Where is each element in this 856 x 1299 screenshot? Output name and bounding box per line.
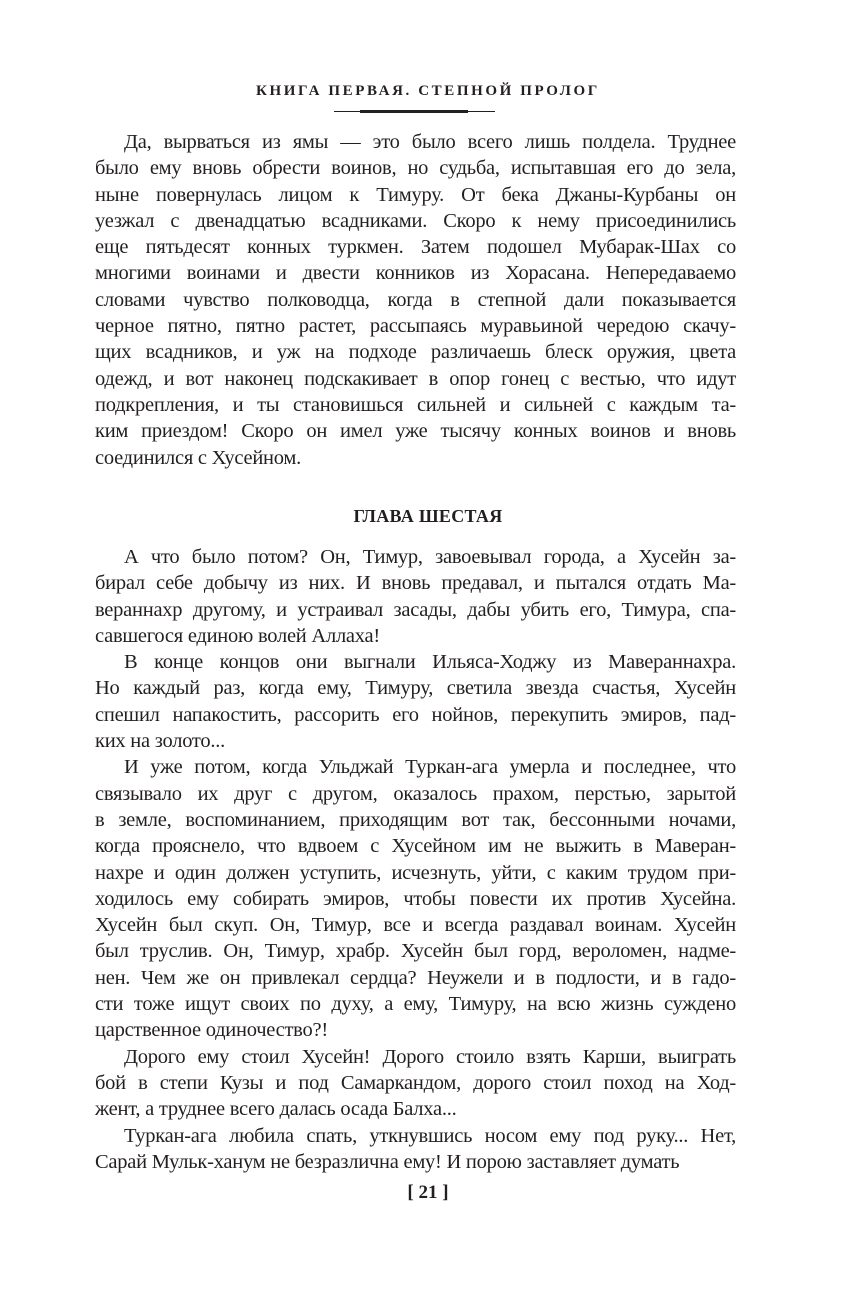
text-line: бирал себе добычу из них. И вновь предавал, и пытался отдать Ма-: [95, 572, 736, 595]
text-line: И уже потом, когда Ульджай Туркан-ага умерла и последнее, что: [124, 756, 736, 779]
page-number: [ 21 ]: [407, 1182, 449, 1203]
text-line: ких на золото...: [95, 730, 225, 753]
text-line: ныне повернулась лицом к Тимуру. От бека Джаны-Курбаны он: [95, 183, 736, 206]
text-line: Сарай Мульк-ханум не безразлична ему! И порою заставляет думать: [95, 1150, 680, 1173]
text-line: нен. Чем же он привлекал сердца? Неужели и в подлости, и в гадо-: [95, 966, 736, 989]
text-line: многими воинами и двести конников из Хорасана. Непередаваемо: [95, 262, 736, 285]
text-line: А что было потом? Он, Тимур, завоевывал города, а Хусейн за-: [124, 546, 736, 568]
text-line: было ему вновь обрести воинов, но судьба, испытавшая его до зела,: [95, 157, 736, 180]
text-line: царственное одиночество?!: [95, 1019, 328, 1042]
chapter-title: ГЛАВА ШЕСТАЯ: [353, 506, 503, 526]
body-section-1: [95, 129, 736, 471]
text-line: Но каждый раз, когда ему, Тимуру, светила звезда счастья, Хусейн: [95, 677, 736, 700]
text-line: нахре и один должен уступить, исчезнуть, уйти, с каким трудом при-: [95, 861, 736, 884]
header-rule-accent: [360, 110, 468, 113]
paragraph: [95, 1044, 736, 1123]
paragraph: [95, 129, 736, 471]
body-section-2: [95, 544, 736, 1175]
paragraph: [95, 1123, 736, 1176]
text-line: ходилось ему собирать эмиров, чтобы повести их против Хусейна.: [95, 887, 736, 910]
text-line: вераннахр другому, и устраивал засады, дабы убить его, Тимура, спа-: [95, 598, 736, 621]
text-line: спешил напакостить, рассорить его нойнов, перекупить эмиров, пад-: [95, 703, 736, 726]
paragraph: [95, 754, 736, 1043]
text-line: ким приездом! Скоро он имел уже тысячу конных воинов и вновь: [95, 420, 736, 443]
text-line: словами чувство полководца, когда в степной дали показывается: [95, 288, 736, 311]
text-line: щих всадников, и уж на подходе различаешь блеск оружия, цвета: [95, 341, 736, 364]
text-line: Туркан-ага любила спать, уткнувшись носом ему под руку... Нет,: [124, 1124, 736, 1147]
text-line: одежд, и вот наконец подскакивает в опор гонец с вестью, что идут: [95, 367, 736, 390]
paragraph: [95, 649, 736, 754]
text-line: соединился с Хусейном.: [95, 446, 301, 469]
text-line: когда прояснело, что вдвоем с Хусейном им не выжить в Маверан-: [95, 835, 736, 858]
running-head: КНИГА ПЕРВАЯ. СТЕПНОЙ ПРОЛОГ: [256, 83, 600, 99]
text-line: черное пятно, пятно растет, рассыпаясь муравьиной чередою скачу-: [95, 315, 736, 338]
text-line: сти тоже ищут своих по духу, а ему, Тимуру, на всю жизнь суждено: [95, 993, 736, 1016]
text-line: Хусейн был скуп. Он, Тимур, все и всегда раздавал воинам. Хусейн: [95, 914, 736, 937]
text-line: жент, а труднее всего далась осада Балха...: [95, 1098, 457, 1121]
text-line: в земле, воспоминанием, приходящим вот так, бессонными ночами,: [95, 808, 736, 831]
text-line: савшегося единою волей Аллаха!: [95, 624, 380, 647]
text-line: связывало их друг с другом, оказалось прахом, перстью, зарытой: [95, 782, 736, 805]
text-line: еще пятьдесят конных туркмен. Затем подошел Мубарак-Шах со: [95, 236, 736, 259]
text-line: бой в степи Кузы и под Самаркандом, дорого стоил поход на Ход-: [95, 1071, 736, 1094]
text-line: был труслив. Он, Тимур, храбр. Хусейн был горд, вероломен, надме-: [95, 940, 736, 963]
text-line: уезжал с двенадцатью всадниками. Скоро к нему присоединились: [95, 209, 736, 232]
text-line: Да, вырваться из ямы — это было всего лишь полдела. Труднее: [124, 131, 736, 153]
paragraph: [95, 544, 736, 649]
text-line: В конце концов они выгнали Ильяса-Ходжу из Мавераннахра.: [124, 651, 736, 674]
text-line: подкрепления, и ты становишься сильней и сильней с каждым та-: [95, 393, 736, 416]
text-line: Дорого ему стоил Хусейн! Дорого стоило взять Карши, выиграть: [124, 1045, 736, 1068]
